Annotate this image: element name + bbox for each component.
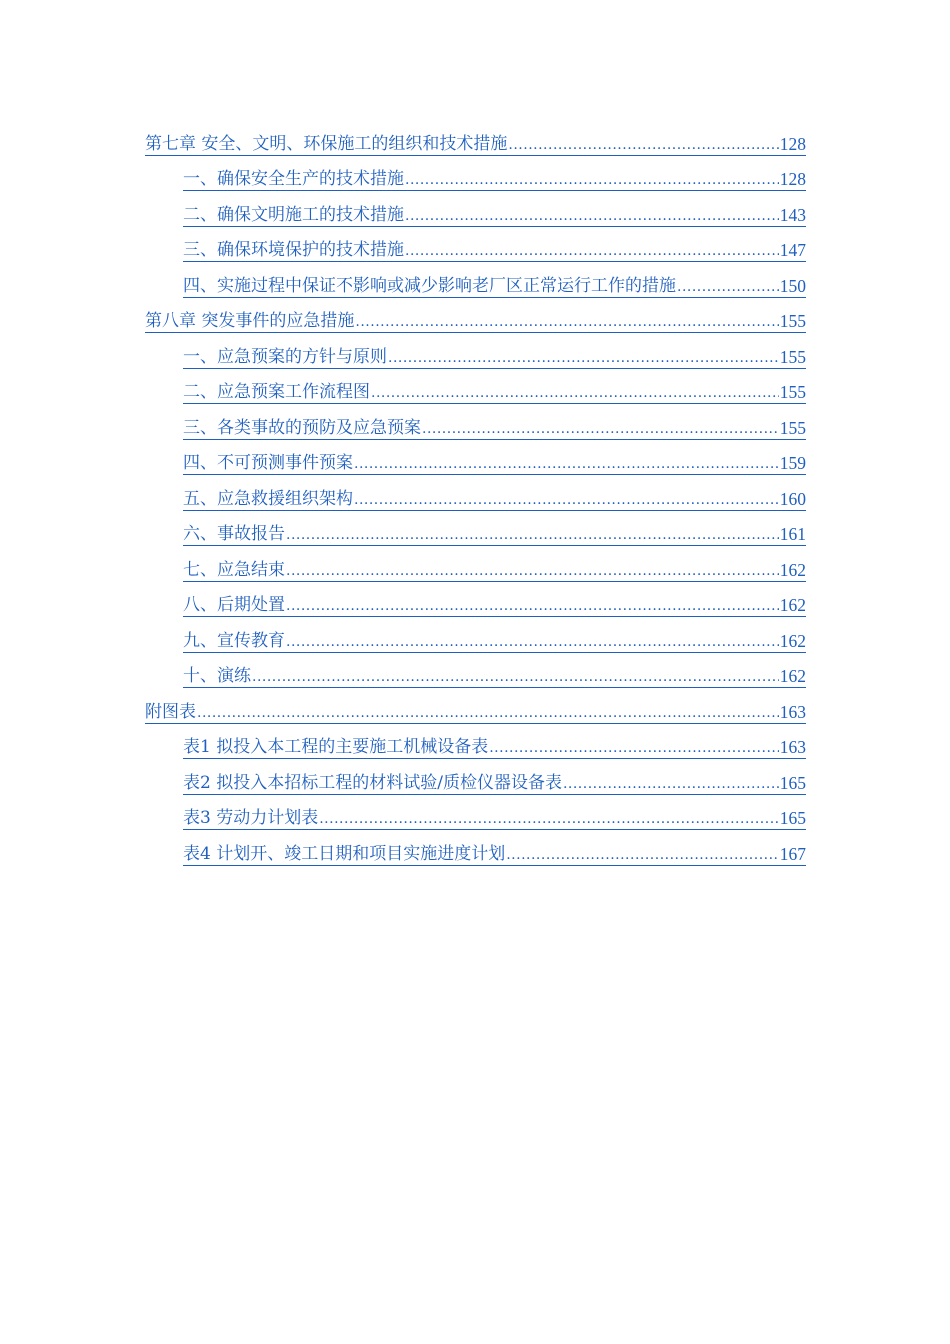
toc-entry-title: 七、应急结束 [183,559,285,580]
toc-dot-leader [354,491,779,509]
toc-dot-leader [489,739,779,757]
toc-entry-title: 九、宣传教育 [183,630,285,651]
toc-page-number: 143 [779,204,806,225]
toc-page-number: 165 [779,772,806,793]
toc-page-number: 163 [779,701,806,722]
toc-entry-title: 十、演练 [183,666,251,686]
toc-page-number: 155 [779,346,806,367]
toc-entry-title: 八、后期处置 [183,595,285,615]
toc-page-number: 161 [779,524,806,544]
toc-entry[interactable] [183,440,806,476]
table-of-contents [145,120,806,866]
toc-dot-leader [405,242,779,260]
toc-dot-leader [354,455,779,473]
toc-dot-leader [422,420,779,438]
toc-entry[interactable] [183,511,806,547]
toc-page-number: 155 [779,417,806,438]
toc-page-number: 162 [779,559,806,580]
toc-entry[interactable] [183,546,806,582]
toc-entry-title: 表1 拟投入本工程的主要施工机械设备表 [183,737,489,757]
toc-page-number: 165 [779,808,806,828]
toc-entry-title: 附图表 [145,701,196,722]
toc-dot-leader [286,562,779,580]
toc-entry[interactable] [183,333,806,369]
toc-dot-leader [355,313,778,331]
toc-dot-leader [563,775,779,793]
toc-entry-title: 第七章 安全、文明、环保施工的组织和技术措施 [145,133,508,154]
toc-dot-leader [371,384,779,402]
toc-entry-chapter-8[interactable] [145,298,806,334]
toc-entry-title: 二、应急预案工作流程图 [183,382,370,402]
toc-dot-leader [252,668,779,686]
toc-page-number: 128 [779,169,806,189]
toc-entry-title: 四、实施过程中保证不影响或减少影响老厂区正常运行工作的措施 [183,275,676,296]
toc-entry-title: 六、事故报告 [183,524,285,544]
toc-page-number: 162 [779,595,806,615]
toc-dot-leader [319,810,779,828]
toc-page-number: 160 [779,488,806,509]
toc-dot-leader [286,597,779,615]
toc-entry-title: 三、确保环境保护的技术措施 [183,240,404,260]
toc-dot-leader [405,171,779,189]
toc-entry-title: 五、应急救援组织架构 [183,488,353,509]
toc-entry[interactable] [183,617,806,653]
toc-page-number: 155 [779,311,806,331]
toc-dot-leader [286,633,779,651]
toc-entry-title: 三、各类事故的预防及应急预案 [183,417,421,438]
toc-entry-title: 第八章 突发事件的应急措施 [145,311,355,331]
toc-page-number: 155 [779,382,806,402]
toc-entry[interactable] [183,369,806,405]
toc-dot-leader [197,704,779,722]
toc-dot-leader [286,526,779,544]
toc-entry[interactable] [183,653,806,689]
toc-entry[interactable] [183,795,806,831]
toc-entry[interactable] [183,191,806,227]
toc-entry-chapter-7[interactable] [145,120,806,156]
toc-entry[interactable] [183,404,806,440]
toc-entry-title: 二、确保文明施工的技术措施 [183,204,404,225]
toc-dot-leader [508,136,778,154]
toc-entry-title: 表4 计划开、竣工日期和项目实施进度计划 [183,843,506,864]
toc-entry-title: 四、不可预测事件预案 [183,453,353,473]
toc-page-number: 162 [779,630,806,651]
toc-entry[interactable] [183,156,806,192]
toc-entry-title: 表2 拟投入本招标工程的材料试验/质检仪器设备表 [183,772,562,793]
toc-entry-title: 表3 劳动力计划表 [183,808,319,828]
toc-dot-leader [506,846,779,864]
toc-entry[interactable] [183,724,806,760]
toc-entry[interactable] [183,830,806,866]
toc-page-number: 163 [779,737,806,757]
toc-entry-appendix[interactable] [145,688,806,724]
toc-entry[interactable] [183,227,806,263]
toc-page-number: 150 [779,275,806,296]
toc-entry[interactable] [183,262,806,298]
toc-entry-title: 一、确保安全生产的技术措施 [183,169,404,189]
toc-dot-leader [388,349,779,367]
toc-entry[interactable] [183,582,806,618]
toc-page-number: 128 [779,133,806,154]
toc-page-number: 147 [779,240,806,260]
toc-entry[interactable] [183,759,806,795]
toc-dot-leader [405,207,779,225]
toc-entry[interactable] [183,475,806,511]
toc-page-number: 162 [779,666,806,686]
toc-page-number: 167 [779,843,806,864]
toc-entry-title: 一、应急预案的方针与原则 [183,346,387,367]
toc-page-number: 159 [779,453,806,473]
toc-dot-leader [677,278,779,296]
